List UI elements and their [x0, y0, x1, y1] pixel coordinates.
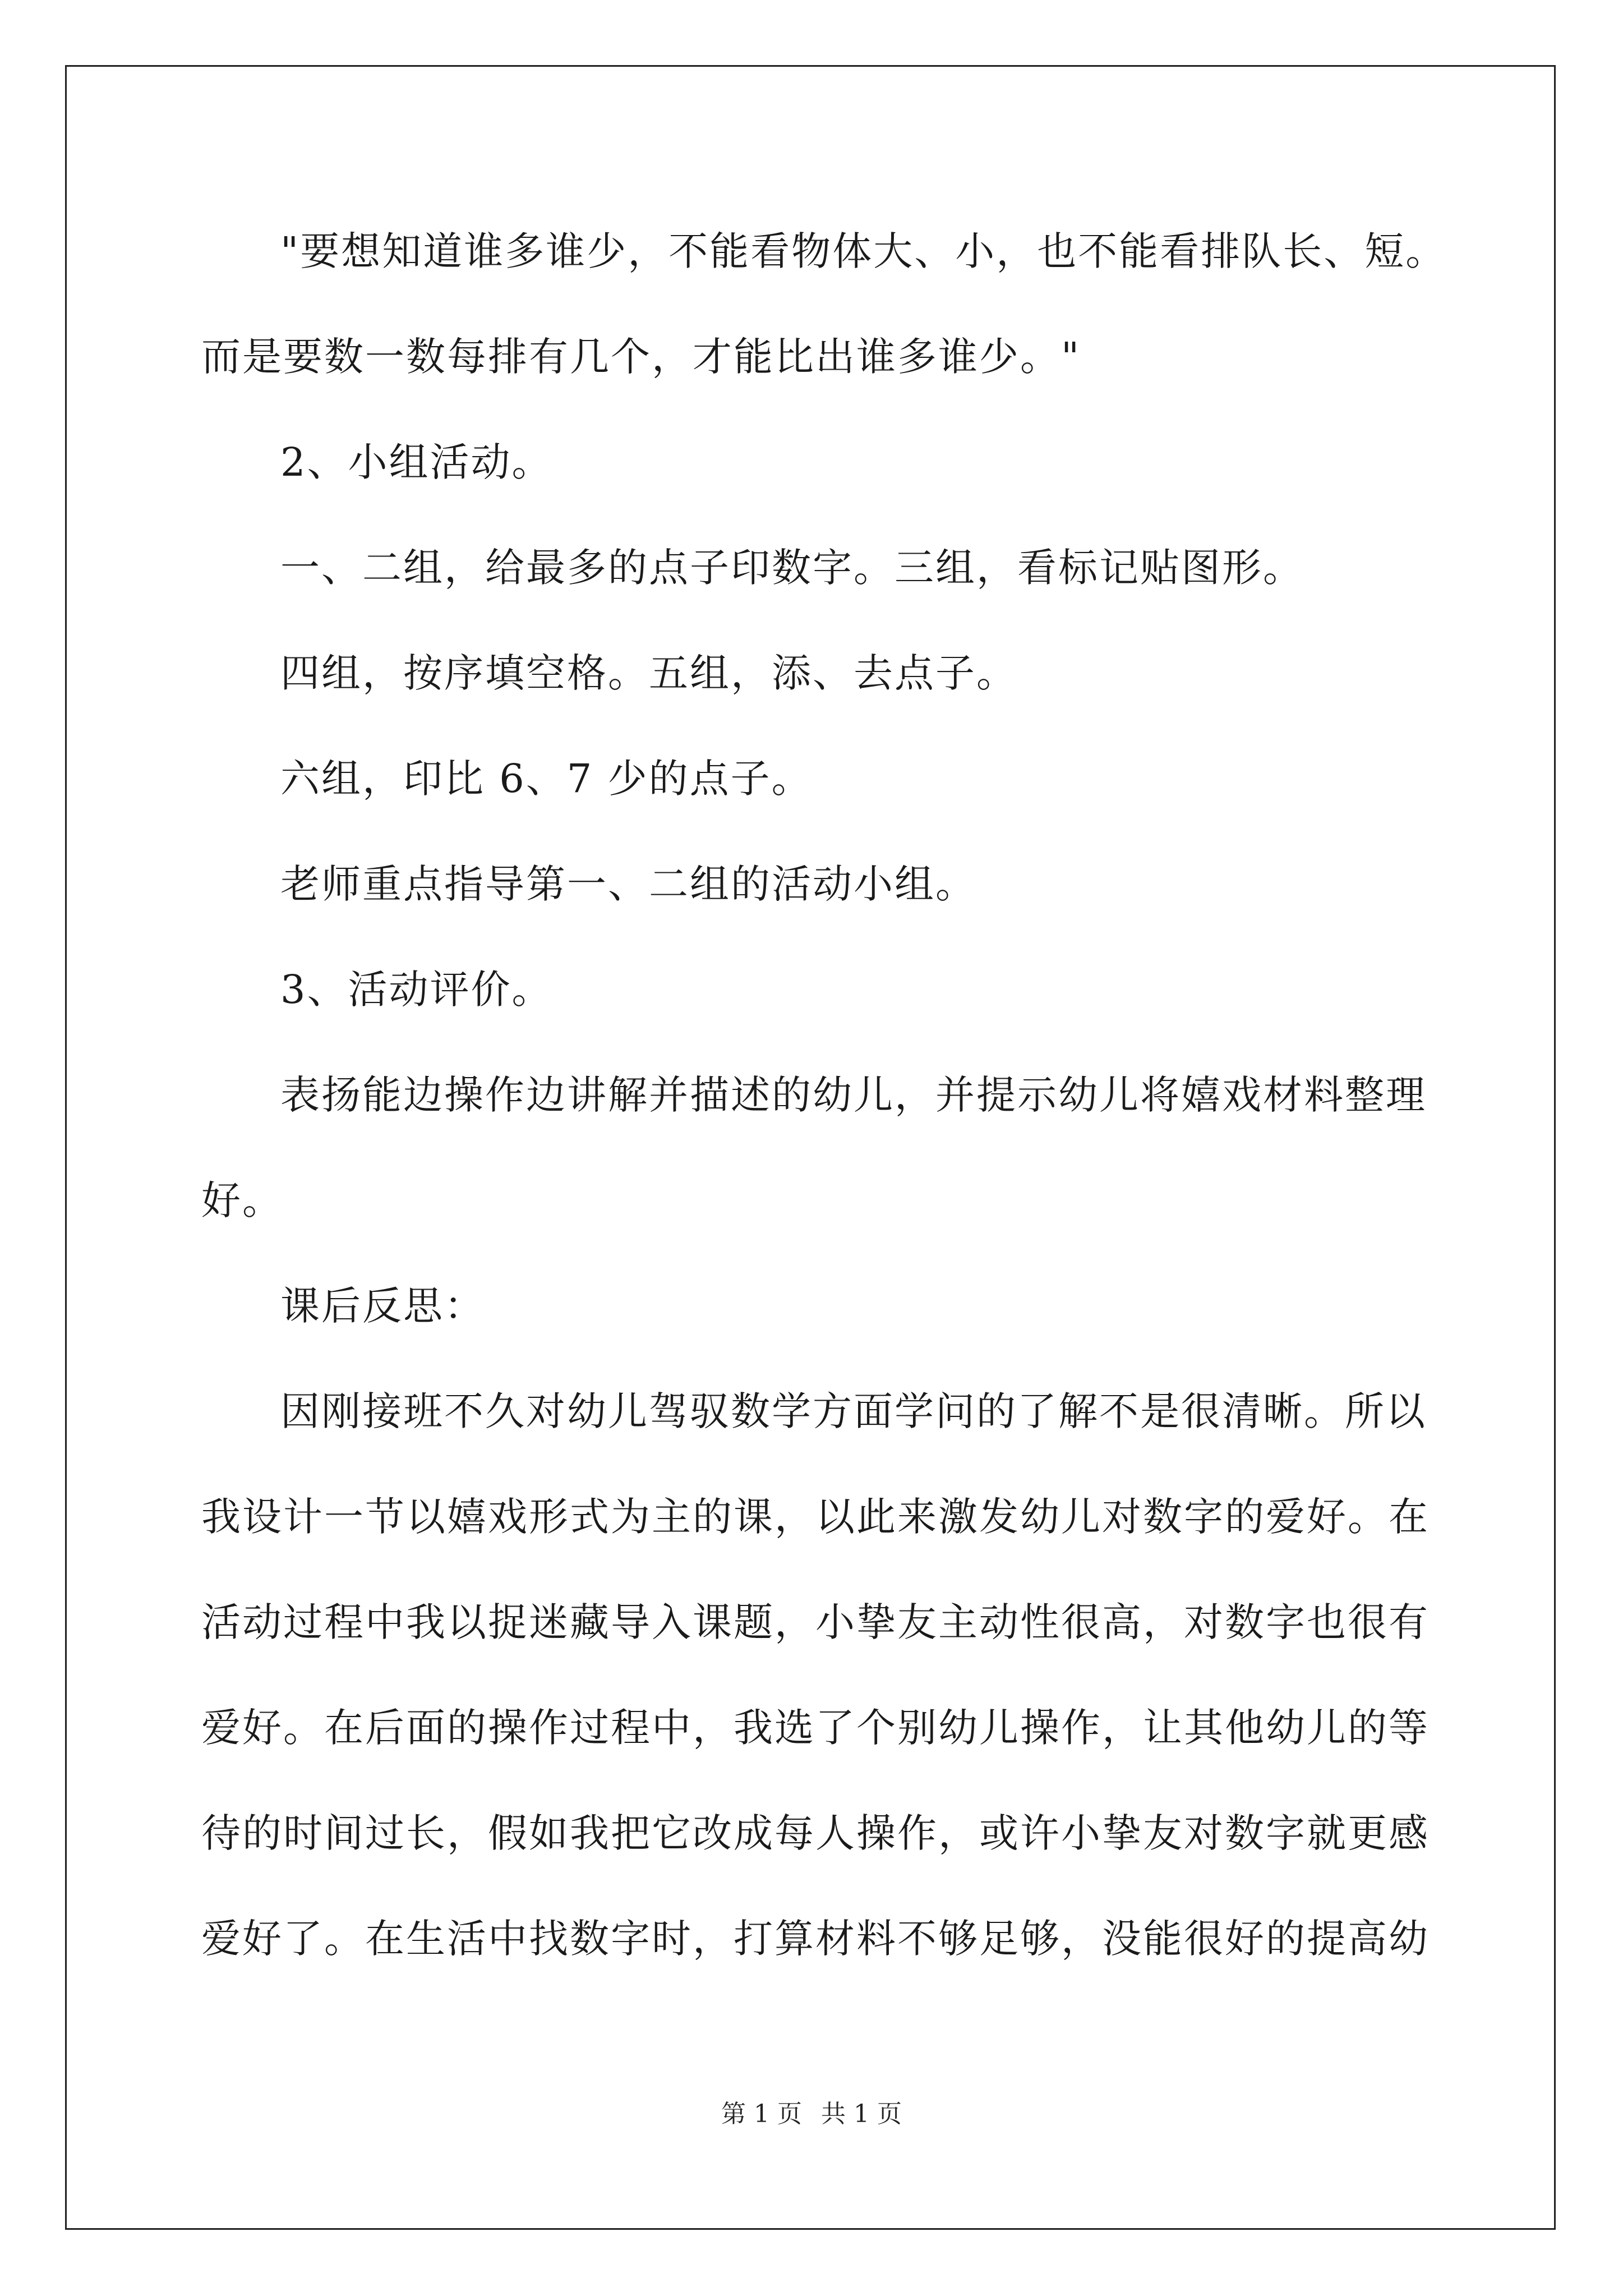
text-line: 2、小组活动。	[280, 439, 553, 485]
text-line: 3、活动评价。	[280, 967, 553, 1013]
text-line: 我设计一节以嬉戏形式为主的课，以此来激发幼儿对数字的爱好。在	[201, 1494, 1430, 1540]
text-line: "要想知道谁多谁少，不能看物体大、小，也不能看排队长、短。	[280, 228, 1447, 274]
text-line: 表扬能边操作边讲解并描述的幼儿，并提示幼儿将嬉戏材料整理	[280, 1072, 1427, 1118]
page-footer	[0, 2102, 1623, 2127]
text-line: 六组，印比 6、7 少的点子。	[280, 756, 813, 802]
text-line: 待的时间过长，假如我把它改成每人操作，或许小挚友对数字就更感	[201, 1810, 1430, 1856]
page-border	[65, 65, 1556, 2230]
text-line: 活动过程中我以捉迷藏导入课题，小挚友主动性很高，对数字也很有	[201, 1599, 1430, 1645]
text-line: 好。	[201, 1177, 283, 1223]
text-line: 四组，按序填空格。五组，添、去点子。	[280, 650, 1017, 696]
page-number: 第 1 页	[721, 2100, 802, 2128]
text-line: 课后反思：	[280, 1283, 485, 1329]
text-line: 而是要数一数每排有几个，才能比出谁多谁少。"	[201, 334, 1081, 380]
text-line: 因刚接班不久对幼儿驾驭数学方面学问的了解不是很清晰。所以	[280, 1388, 1427, 1434]
text-line: 老师重点指导第一、二组的活动小组。	[280, 861, 976, 907]
text-line: 爱好。在后面的操作过程中，我选了个别幼儿操作，让其他幼儿的等	[201, 1705, 1430, 1751]
text-line: 爱好了。在生活中找数字时，打算材料不够足够，没能很好的提高幼	[201, 1916, 1430, 1962]
page-total: 共 1 页	[821, 2100, 902, 2128]
text-line: 一、二组，给最多的点子印数字。三组，看标记贴图形。	[280, 545, 1304, 591]
